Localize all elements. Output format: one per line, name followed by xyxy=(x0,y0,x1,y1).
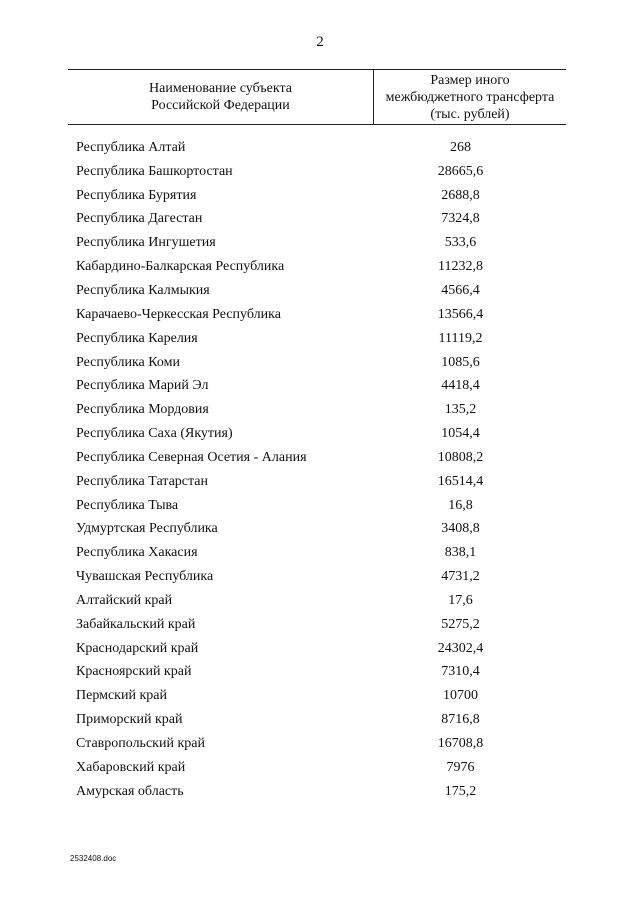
transfer-amount: 11232,8 xyxy=(438,259,483,275)
header-subject-line2: Российской Федерации xyxy=(151,98,290,113)
transfer-amount: 7976 xyxy=(446,759,475,775)
subject-name: Красноярский край xyxy=(76,664,192,680)
table-row xyxy=(68,494,566,518)
table-row xyxy=(68,470,566,494)
subject-name: Амурская область xyxy=(76,783,184,799)
table-row xyxy=(68,518,566,542)
subject-name: Республика Марий Эл xyxy=(76,378,209,394)
subject-name: Республика Тыва xyxy=(76,497,179,513)
transfer-amount: 1054,4 xyxy=(441,426,480,442)
table-row xyxy=(68,279,566,303)
transfer-amount: 16514,4 xyxy=(437,473,484,489)
subject-name: Приморский край xyxy=(76,712,183,728)
table-row xyxy=(68,327,566,351)
subject-name: Республика Дагестан xyxy=(76,211,203,227)
transfer-amount: 10700 xyxy=(443,688,478,704)
subject-name: Республика Северная Осетия - Алания xyxy=(76,449,307,465)
subject-name: Ставропольский край xyxy=(76,736,205,752)
table-row xyxy=(68,637,566,661)
subject-name: Республика Мордовия xyxy=(76,402,209,418)
transfer-amount: 135,2 xyxy=(444,402,477,418)
transfer-amount: 838,1 xyxy=(444,545,477,561)
transfer-amount: 8716,8 xyxy=(441,712,480,728)
subject-name: Республика Татарстан xyxy=(76,473,209,489)
subject-name: Пермский край xyxy=(76,688,167,704)
transfer-amount: 7324,8 xyxy=(441,211,480,227)
transfer-amount: 3408,8 xyxy=(441,521,480,537)
transfer-amount: 4731,2 xyxy=(441,569,480,585)
subject-name: Краснодарский край xyxy=(76,640,199,656)
transfer-amount: 24302,4 xyxy=(437,640,484,656)
subject-name: Республика Карелия xyxy=(76,330,198,346)
subject-name: Кабардино-Балкарская Республика xyxy=(76,259,285,275)
transfer-amount: 268 xyxy=(450,139,471,155)
header-subject-name xyxy=(68,70,374,124)
table-row xyxy=(68,446,566,470)
subject-name: Республика Ингушетия xyxy=(76,235,216,251)
table-row xyxy=(68,684,566,708)
transfer-table xyxy=(68,69,566,804)
transfer-amount: 1085,6 xyxy=(441,354,480,370)
subject-name: Республика Коми xyxy=(76,354,180,370)
subject-name: Алтайский край xyxy=(76,592,173,608)
transfer-amount: 13566,4 xyxy=(437,306,484,322)
subject-name: Республика Башкортостан xyxy=(76,163,233,179)
table-row xyxy=(68,374,566,398)
transfer-amount: 16,8 xyxy=(448,497,473,513)
transfer-amount: 16708,8 xyxy=(437,736,484,752)
transfer-amount: 28665,6 xyxy=(437,163,484,179)
table-row xyxy=(68,208,566,232)
table-row xyxy=(68,160,566,184)
table-row xyxy=(68,589,566,613)
table-row xyxy=(68,398,566,422)
header-amount-line2: межбюджетного трансферта xyxy=(385,89,555,105)
subject-name: Республика Калмыкия xyxy=(76,282,210,298)
subject-name: Удмуртская Республика xyxy=(76,521,218,537)
transfer-amount: 11119,2 xyxy=(438,330,483,346)
subject-name: Чувашская Республика xyxy=(76,569,214,585)
subject-name: Республика Хакасия xyxy=(76,545,198,561)
table-row xyxy=(68,231,566,255)
subject-name: Карачаево-Черкесская Республика xyxy=(76,306,281,322)
transfer-amount: 2688,8 xyxy=(441,187,480,203)
subject-name: Республика Саха (Якутия) xyxy=(76,426,233,442)
table-row xyxy=(68,661,566,685)
header-amount-line3: (тыс. рублей) xyxy=(430,106,510,122)
file-name: 2532408.doc xyxy=(70,854,117,863)
transfer-amount: 10808,2 xyxy=(437,449,484,465)
table-row xyxy=(68,422,566,446)
transfer-amount: 533,6 xyxy=(444,235,477,251)
table-row xyxy=(68,184,566,208)
header-subject-line1: Наименование субъекта xyxy=(149,81,292,96)
transfer-amount: 7310,4 xyxy=(441,664,480,680)
header-transfer-amount xyxy=(374,70,566,124)
transfer-amount: 4566,4 xyxy=(441,282,480,298)
page-number: 2 xyxy=(316,34,324,50)
transfer-amount: 5275,2 xyxy=(441,616,480,632)
table-row xyxy=(68,708,566,732)
subject-name: Республика Бурятия xyxy=(76,187,197,203)
table-row xyxy=(68,780,566,804)
subject-name: Хабаровский край xyxy=(76,759,186,775)
table-row xyxy=(68,565,566,589)
table-row xyxy=(68,756,566,780)
table-row xyxy=(68,732,566,756)
table-row xyxy=(68,303,566,327)
table-row xyxy=(68,613,566,637)
transfer-amount: 17,6 xyxy=(448,592,473,608)
table-row xyxy=(68,351,566,375)
table-row xyxy=(68,255,566,279)
header-amount-line1: Размер иного xyxy=(430,72,510,88)
transfer-amount: 4418,4 xyxy=(441,378,480,394)
table-body xyxy=(68,136,566,804)
subject-name: Республика Алтай xyxy=(76,139,186,155)
table-header xyxy=(68,69,566,125)
subject-name: Забайкальский край xyxy=(76,616,196,632)
transfer-amount: 175,2 xyxy=(444,783,477,799)
table-row xyxy=(68,541,566,565)
table-row xyxy=(68,136,566,160)
